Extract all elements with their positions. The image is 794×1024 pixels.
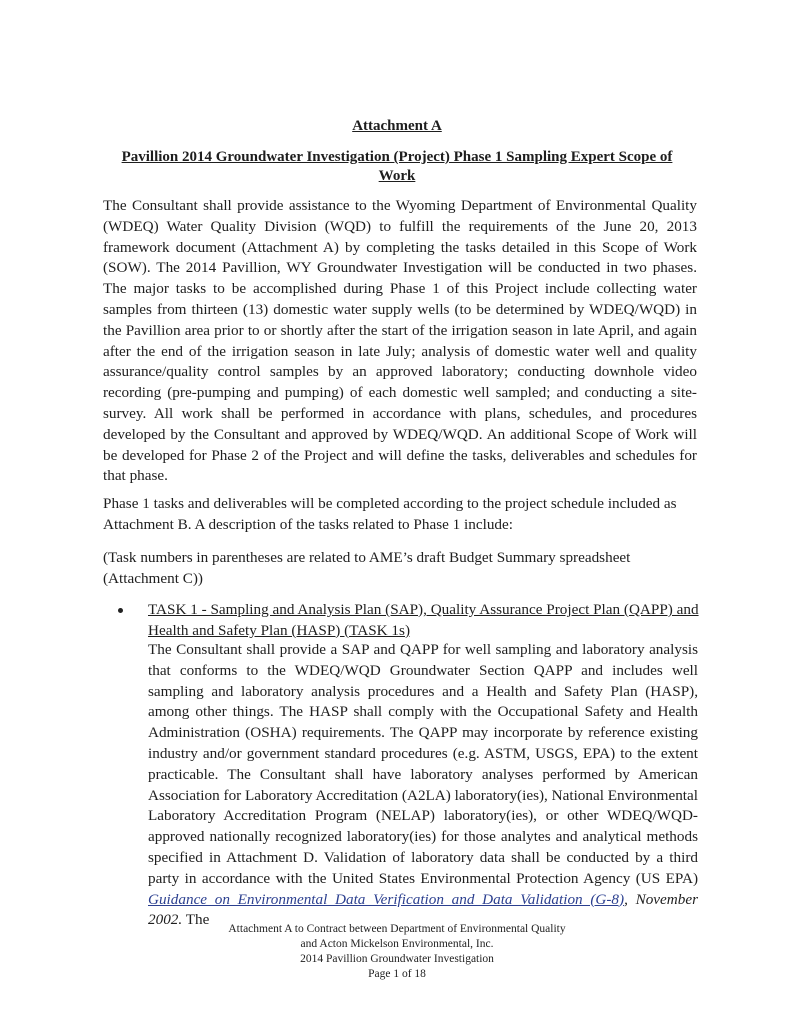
- document-title: Pavillion 2014 Groundwater Investigation (Project) Phase 1 Sampling Expert Scope of Work: [121, 149, 673, 184]
- bullet-icon: [118, 608, 123, 613]
- task1-trailing-text: The: [182, 911, 210, 929]
- footer-line-2: and Acton Mickelson Environmental, Inc.: [300, 938, 494, 950]
- task1-link-date: , November 2002.: [148, 890, 698, 929]
- task1-body: [148, 640, 698, 931]
- task1-title: TASK 1 - Sampling and Analysis Plan (SAP), Quality Assurance Project Plan (QAPP) and Health and Safety Plan (HASP) (TASK 1s): [148, 601, 699, 639]
- footer-line-3: 2014 Pavillion Groundwater Investigation: [300, 953, 494, 965]
- attachment-heading: Attachment A: [352, 118, 442, 134]
- guidance-document-link[interactable]: Guidance on Environmental Data Verification and Data Validation (G-8): [148, 890, 625, 908]
- footer-line-1: Attachment A to Contract between Department of Environmental Quality: [228, 923, 566, 935]
- task1-body-text: The Consultant shall provide a SAP and QAPP for well sampling and laboratory analysis that conforms to the WDEQ/WQD Groundwater Section QAPP and includes well sampling and laboratory analysis procedures and a Health and Safety Plan (HASP), among other things. The HASP shall comply with the Occupational Safety and Health Administration (OSHA) requirements. The QAPP may incorporate by reference existing industry and/or government standard procedures (e.g. ASTM, USGS, EPA) to the extent practicable. The Consultant shall have laboratory analyses performed by American Association for Laboratory Accreditation (A2LA) laboratory(ies), National Environmental Laboratory Accreditation Program (NELAP) laboratory(ies), or other WDEQ/WQD-approved nationally recognized laboratory(ies) for those analytes and analytical methods specified in Attachment D. Validation of laboratory data shall be conducted by a third party in accordance with the United States Environmental Protection Agency (US EPA): [148, 641, 698, 887]
- page-footer: [0, 922, 794, 982]
- phase-paragraph: Phase 1 tasks and deliverables will be completed according to the project schedule included as Attachment B. A description of the tasks related to Phase 1 include:: [103, 495, 677, 533]
- intro-paragraph: The Consultant shall provide assistance to the Wyoming Department of Environmental Quality (WDEQ) Water Quality Division (WQD) to fulfill the requirements of the June 20, 2013 framework document (Attachment A) by completing the tasks detailed in this Scope of Work (SOW). The 2014 Pavillion, WY Groundwater Investigation will be conducted in two phases. The major tasks to be accomplished during Phase 1 of this Project include collecting water samples from thirteen (13) domestic water supply wells (to be determined by WDEQ/WQD) in the Pavillion area prior to or shortly after the start of the irrigation season in late April, and again after the end of the irrigation season in late July; analysis of domestic water well and quality assurance/quality control samples by an approved laboratory; conducting downhole video recording (pre-pumping and pumping) of each domestic well sampled; and conducting a site-survey. All work shall be performed in accordance with plans, schedules, and procedures developed by the Consultant and approved by WDEQ/WQD. An additional Scope of Work will be developed for Phase 2 of the Project and will define the tasks, deliverables and schedules for that phase.: [103, 197, 697, 485]
- page-number: Page 1 of 18: [368, 968, 426, 980]
- task-note-paragraph: (Task numbers in parentheses are related to AME’s draft Budget Summary spreadsheet (Attachment C)): [103, 549, 631, 587]
